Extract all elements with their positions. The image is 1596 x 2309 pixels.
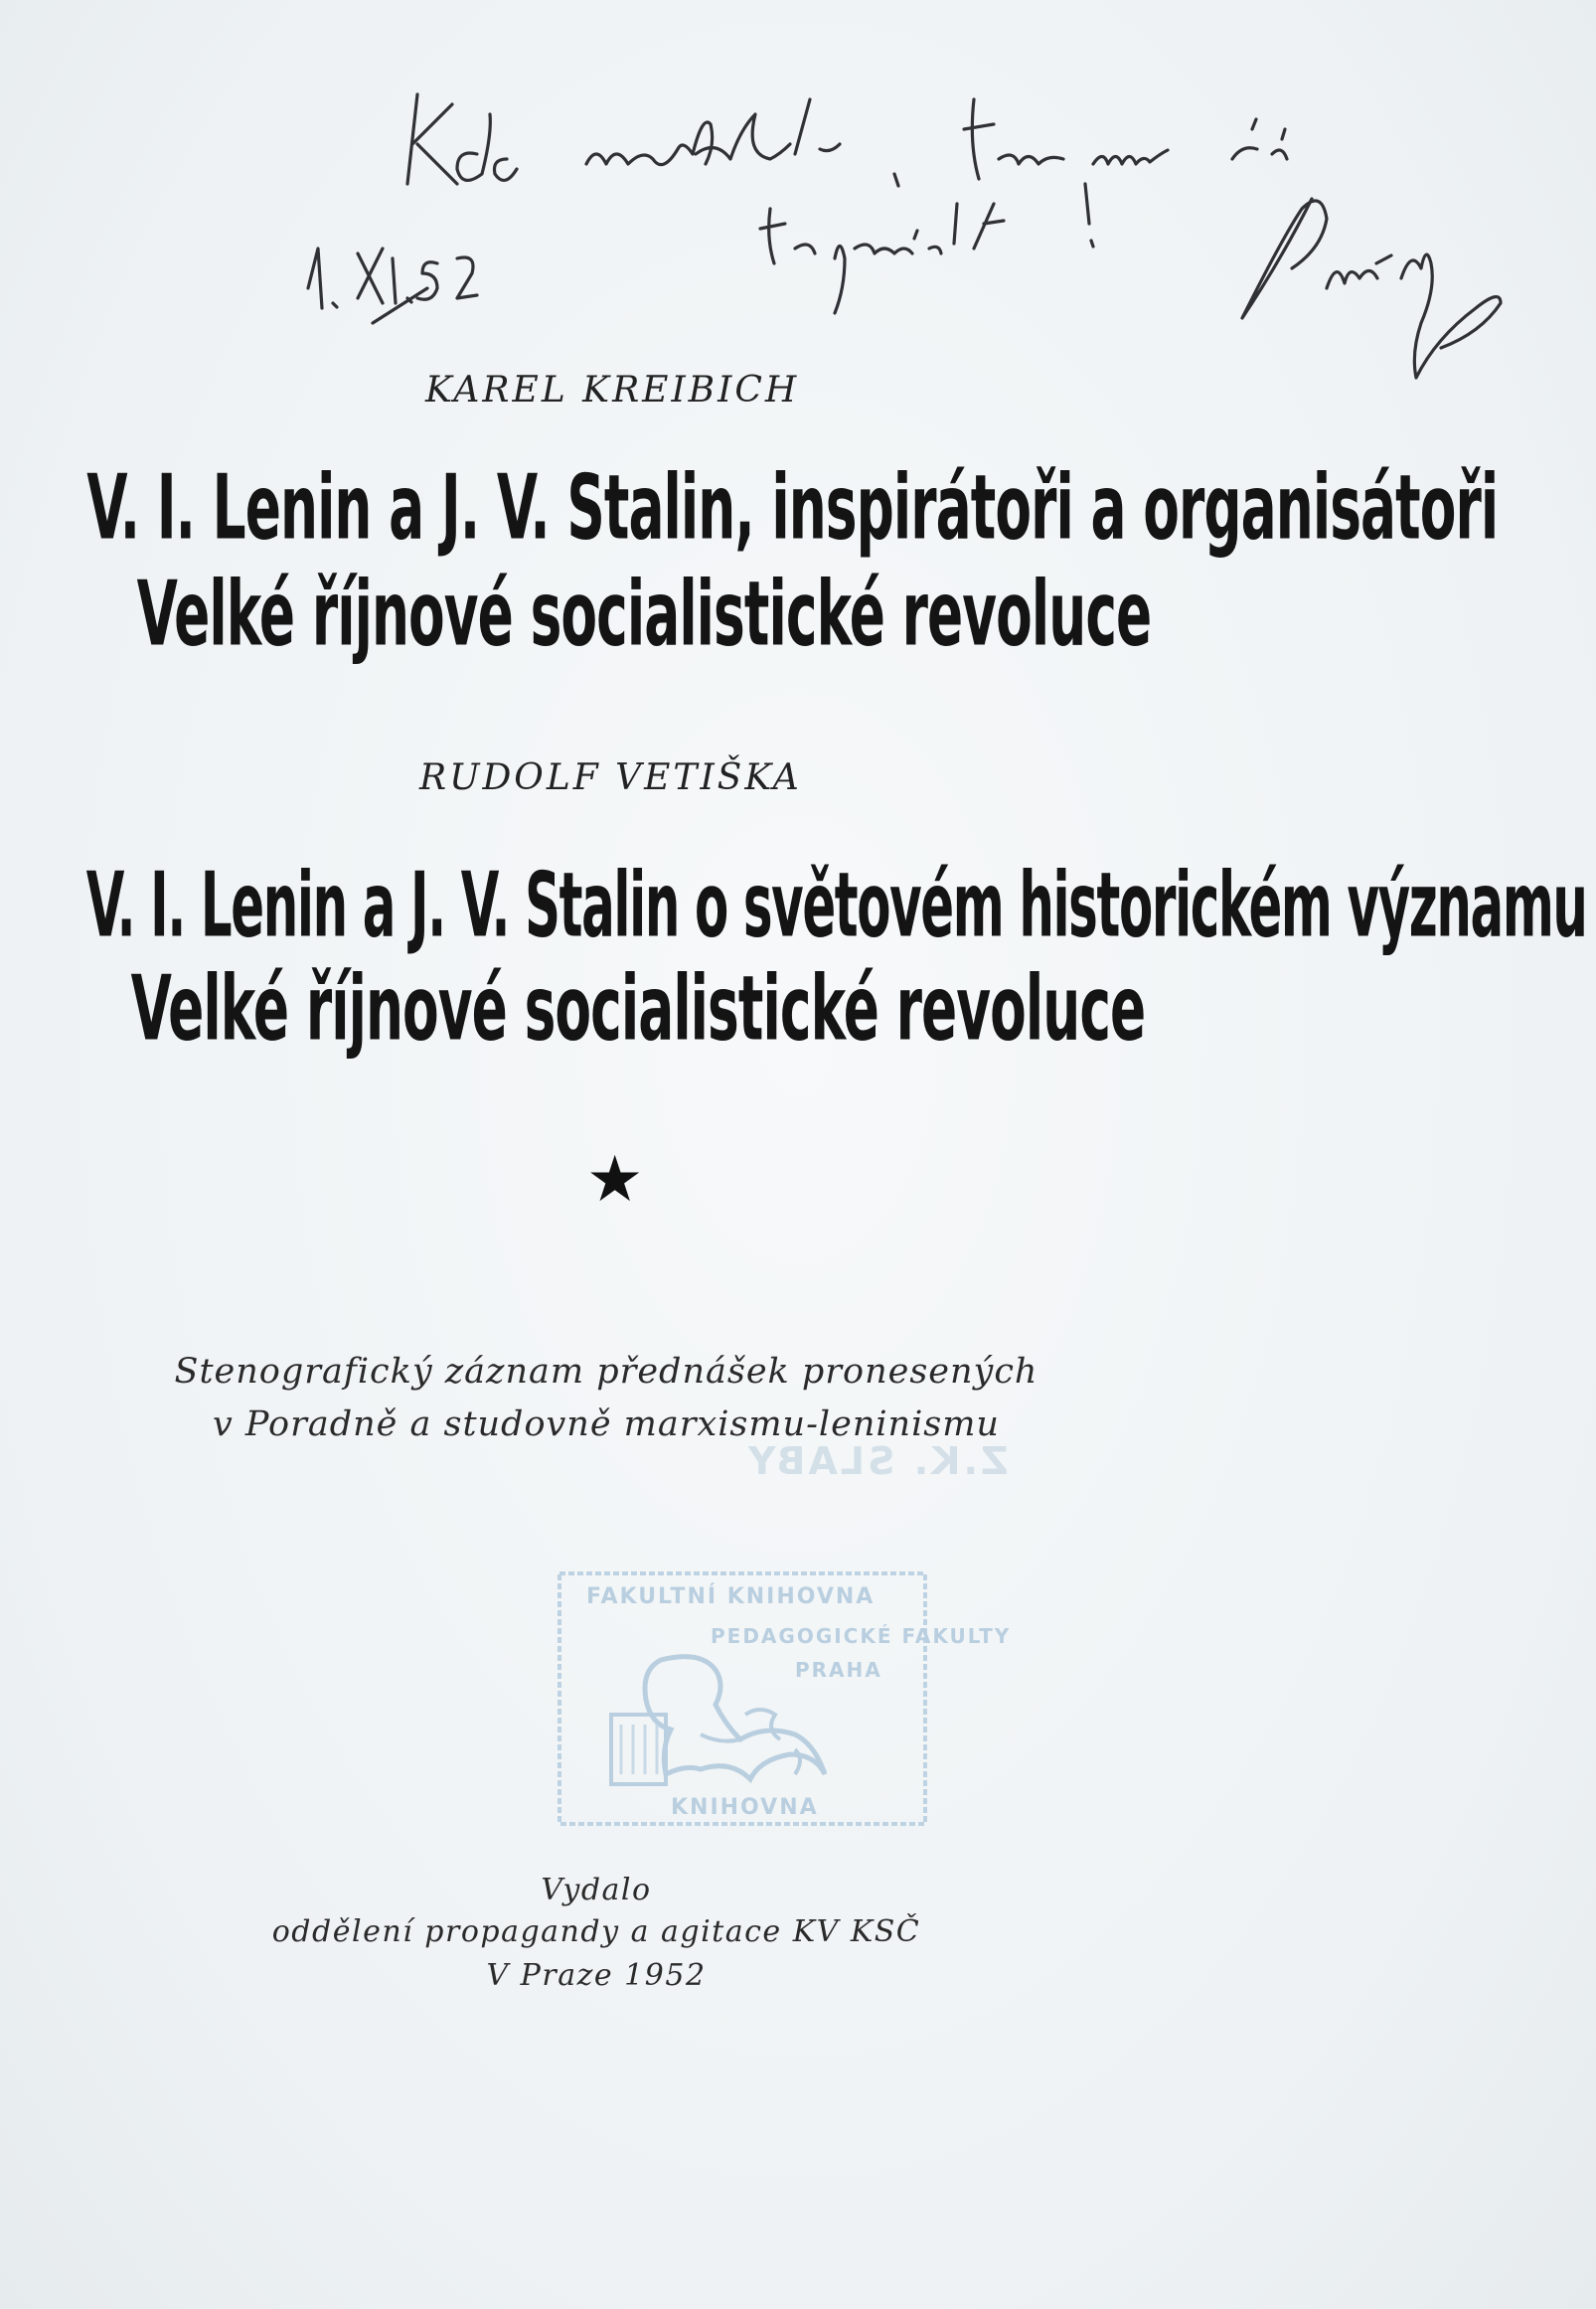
private-ownership-stamp: Z.K. SLABY [745,1439,1009,1483]
publisher-label: Vydalo [541,1873,652,1907]
subtitle-line-1: Stenografický záznam přednášek pronesených [174,1352,1038,1392]
stamp-line-2: PEDAGOGICKÉ FAKULTY [711,1624,1012,1648]
lecture-1-title-line-1: V. I. Lenin a J. V. Stalin, inspirátoři a organisátoři [86,455,1499,561]
author-name-2: RUDOLF VETIŠKA [419,757,802,798]
handwritten-dedication [278,60,1570,417]
lecture-2-title-line-1: V. I. Lenin a J. V. Stalin o světovém historickém významu [85,853,1587,958]
lion-emblem [552,1566,1012,1834]
stamp-line-1: FAKULTNÍ KNIHOVNA [586,1584,876,1609]
stamp-line-3: PRAHA [795,1658,882,1682]
subtitle-line-2: v Poradně a studovně marxismu-leninismu [213,1404,1000,1444]
lecture-2-title-line-2: Velké říjnové socialistické revoluce [130,956,1146,1062]
publisher-name: oddělení propagandy a agitace KV KSČ [271,1914,921,1949]
author-name-1: KAREL KREIBICH [425,370,800,411]
star-icon: ★ [586,1143,644,1217]
lecture-1-title-line-2: Velké říjnové socialistické revoluce [136,562,1152,667]
publication-place-year: V Praze 1952 [486,1958,707,1993]
stamp-line-4: KNIHOVNA [671,1795,819,1820]
